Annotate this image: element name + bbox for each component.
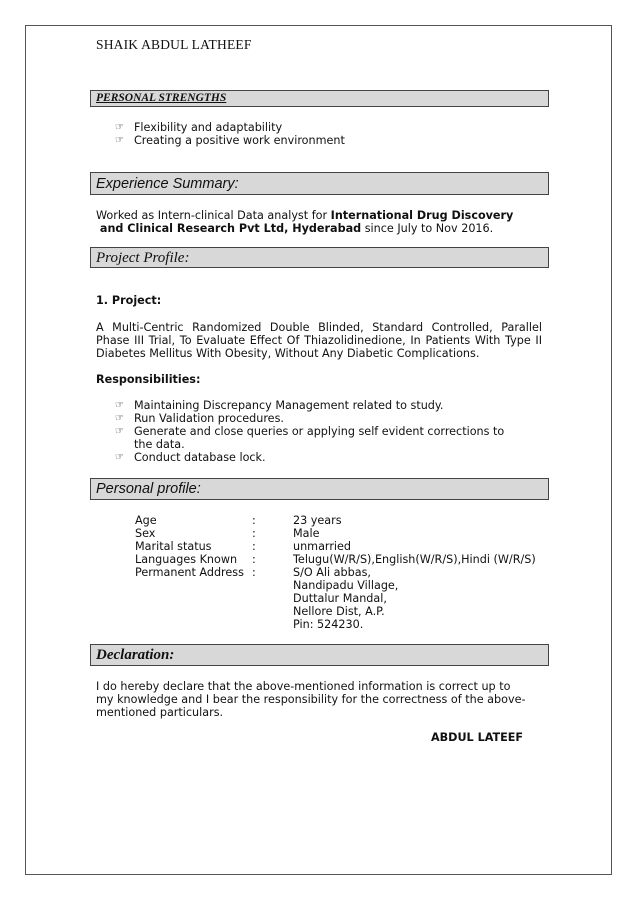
experience-line-2: and Clinical Research Pvt Ltd, Hyderabad since July to Nov 2016.: [96, 222, 494, 235]
responsibilities-label: Responsibilities:: [96, 373, 201, 386]
declaration-text: I do hereby declare that the above-mentioned information is correct up to my knowledge and I bear the responsibility for the correctness of the above-mentioned particulars.: [96, 680, 526, 720]
list-item: ☞ Generate and close queries or applying self evident corrections to the data.: [115, 425, 505, 451]
pointing-hand-icon: ☞: [115, 400, 124, 411]
strengths-list: [96, 121, 345, 147]
candidate-name: SHAIK ABDUL LATHEEF: [96, 37, 252, 52]
list-item: ☞ Maintaining Discrepancy Management related to study.: [115, 399, 444, 412]
section-heading-personal: Personal profile:: [90, 478, 549, 500]
list-item: ☞ Creating a positive work environment: [115, 134, 345, 147]
pointing-hand-icon: ☞: [115, 122, 124, 133]
experience-line-1: Worked as Intern-clinical Data analyst for International Drug Discovery: [96, 209, 514, 222]
pointing-hand-icon: ☞: [115, 452, 124, 463]
section-heading-project: Project Profile:: [90, 247, 549, 268]
section-heading-strengths: PERSONAL STRENGTHS: [90, 90, 549, 107]
project-title: 1. Project:: [96, 294, 162, 307]
signature-name: ABDUL LATEEF: [431, 731, 524, 744]
list-item: ☞ Flexibility and adaptability: [115, 121, 283, 134]
list-item: ☞ Run Validation procedures.: [115, 412, 284, 425]
responsibilities-list: [96, 399, 536, 464]
pointing-hand-icon: ☞: [115, 413, 124, 424]
section-heading-experience: Experience Summary:: [90, 172, 549, 195]
project-description: A Multi-Centric Randomized Double Blinded, Standard Controlled, Parallel Phase III Trial, To Evaluate Effect Of Thiazolidinedione, In Patients With Type II Diabetes Mellitus With Obesity, Without Any Diabetic Complications.: [96, 321, 542, 361]
section-heading-declaration: Declaration:: [90, 644, 549, 666]
list-item: ☞ Conduct database lock.: [115, 451, 266, 464]
pointing-hand-icon: ☞: [115, 426, 124, 437]
pointing-hand-icon: ☞: [115, 135, 124, 146]
